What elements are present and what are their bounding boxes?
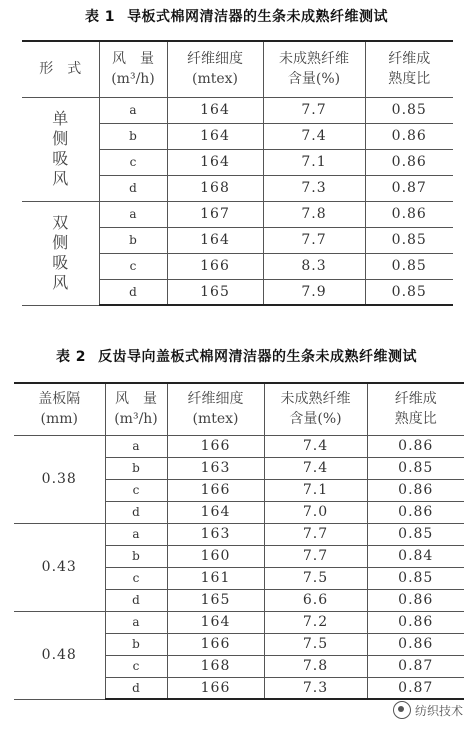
wechat-icon	[393, 701, 411, 719]
fineness-cell: 164	[167, 149, 263, 175]
maturity-cell: 0.85	[365, 97, 453, 123]
table1-caption	[0, 6, 473, 26]
group-label-double-side: 双侧吸风	[22, 201, 99, 305]
fineness-cell: 166	[167, 633, 264, 655]
wind-cell: b	[99, 227, 167, 253]
wind-cell: b	[99, 123, 167, 149]
immature-cell: 7.3	[263, 175, 365, 201]
immature-cell: 7.7	[263, 97, 365, 123]
maturity-cell: 0.85	[365, 279, 453, 305]
fineness-cell: 166	[167, 435, 264, 457]
fineness-cell: 167	[167, 201, 263, 227]
immature-cell: 7.9	[263, 279, 365, 305]
fineness-cell: 161	[167, 567, 264, 589]
table-row	[14, 611, 464, 633]
watermark	[393, 701, 463, 719]
fineness-cell: 164	[167, 97, 263, 123]
fineness-cell: 164	[167, 227, 263, 253]
fineness-cell: 168	[167, 655, 264, 677]
header-wind: 风 量 (m³/h)	[105, 383, 167, 435]
immature-cell: 7.4	[264, 457, 367, 479]
maturity-cell: 0.85	[365, 253, 453, 279]
immature-cell: 7.7	[263, 227, 365, 253]
maturity-cell: 0.86	[367, 589, 464, 611]
group-label-gap: 0.48	[14, 611, 105, 699]
immature-cell: 8.3	[263, 253, 365, 279]
wind-cell: c	[105, 479, 167, 501]
header-maturity: 纤维成 熟度比	[367, 383, 464, 435]
maturity-cell: 0.86	[365, 201, 453, 227]
wind-cell: d	[99, 175, 167, 201]
immature-cell: 7.1	[264, 479, 367, 501]
maturity-cell: 0.86	[367, 479, 464, 501]
maturity-cell: 0.86	[367, 435, 464, 457]
wind-cell: d	[99, 279, 167, 305]
group-label-single-side: 单侧吸风	[22, 97, 99, 201]
wind-cell: a	[105, 523, 167, 545]
header-wind: 风 量 (m³/h)	[99, 41, 167, 97]
header-immature: 未成熟纤维 含量(%)	[263, 41, 365, 97]
fineness-cell: 168	[167, 175, 263, 201]
wind-cell: d	[105, 677, 167, 699]
table1-header-row	[22, 41, 453, 97]
table-row	[22, 201, 453, 227]
fineness-cell: 163	[167, 457, 264, 479]
group-label-gap: 0.38	[14, 435, 105, 523]
group-label-gap: 0.43	[14, 523, 105, 611]
fineness-cell: 166	[167, 479, 264, 501]
fineness-cell: 160	[167, 545, 264, 567]
fineness-cell: 165	[167, 279, 263, 305]
maturity-cell: 0.84	[367, 545, 464, 567]
maturity-cell: 0.85	[367, 457, 464, 479]
maturity-cell: 0.86	[365, 149, 453, 175]
immature-cell: 7.5	[264, 633, 367, 655]
wind-cell: b	[105, 545, 167, 567]
fineness-cell: 164	[167, 501, 264, 523]
wind-cell: a	[99, 201, 167, 227]
immature-cell: 7.0	[264, 501, 367, 523]
wind-cell: c	[105, 655, 167, 677]
fineness-cell: 165	[167, 589, 264, 611]
table2-caption-number: 表 2	[55, 349, 87, 365]
fineness-cell: 166	[167, 677, 264, 699]
maturity-cell: 0.87	[365, 175, 453, 201]
fineness-cell: 164	[167, 123, 263, 149]
header-maturity: 纤维成 熟度比	[365, 41, 453, 97]
immature-cell: 7.7	[264, 523, 367, 545]
table1	[22, 40, 453, 306]
immature-cell: 7.3	[264, 677, 367, 699]
maturity-cell: 0.85	[365, 227, 453, 253]
fineness-cell: 164	[167, 611, 264, 633]
immature-cell: 7.2	[264, 611, 367, 633]
table1-caption-text: 导板式棉网清洁器的生条未成熟纤维测试	[127, 9, 389, 25]
immature-cell: 6.6	[264, 589, 367, 611]
watermark-text: 纺织技术	[414, 703, 463, 718]
maturity-cell: 0.86	[367, 633, 464, 655]
maturity-cell: 0.86	[367, 611, 464, 633]
maturity-cell: 0.87	[367, 677, 464, 699]
maturity-cell: 0.85	[367, 567, 464, 589]
wind-cell: c	[99, 253, 167, 279]
immature-cell: 7.8	[263, 201, 365, 227]
table2	[14, 382, 464, 700]
immature-cell: 7.5	[264, 567, 367, 589]
wind-cell: a	[99, 97, 167, 123]
table-row	[14, 523, 464, 545]
table-row	[14, 435, 464, 457]
maturity-cell: 0.87	[367, 655, 464, 677]
header-cover-gap: 盖板隔 (mm)	[14, 383, 105, 435]
immature-cell: 7.7	[264, 545, 367, 567]
table2-caption-text: 反齿导向盖板式棉网清洁器的生条未成熟纤维测试	[98, 349, 418, 365]
fineness-cell: 166	[167, 253, 263, 279]
immature-cell: 7.4	[264, 435, 367, 457]
wind-cell: c	[99, 149, 167, 175]
maturity-cell: 0.86	[367, 501, 464, 523]
wind-cell: b	[105, 457, 167, 479]
header-fineness: 纤维细度 (mtex)	[167, 383, 264, 435]
wind-cell: a	[105, 611, 167, 633]
fineness-cell: 163	[167, 523, 264, 545]
maturity-cell: 0.85	[367, 523, 464, 545]
table2-caption	[0, 346, 473, 366]
table-row	[22, 97, 453, 123]
table1-caption-number: 表 1	[84, 9, 116, 25]
immature-cell: 7.4	[263, 123, 365, 149]
immature-cell: 7.8	[264, 655, 367, 677]
header-fineness: 纤维细度 (mtex)	[167, 41, 263, 97]
header-form: 形 式	[22, 41, 99, 97]
wind-cell: c	[105, 567, 167, 589]
wind-cell: b	[105, 633, 167, 655]
wind-cell: d	[105, 501, 167, 523]
wind-cell: d	[105, 589, 167, 611]
maturity-cell: 0.86	[365, 123, 453, 149]
immature-cell: 7.1	[263, 149, 365, 175]
wind-cell: a	[105, 435, 167, 457]
header-immature: 未成熟纤维 含量(%)	[264, 383, 367, 435]
table2-header-row	[14, 383, 464, 435]
